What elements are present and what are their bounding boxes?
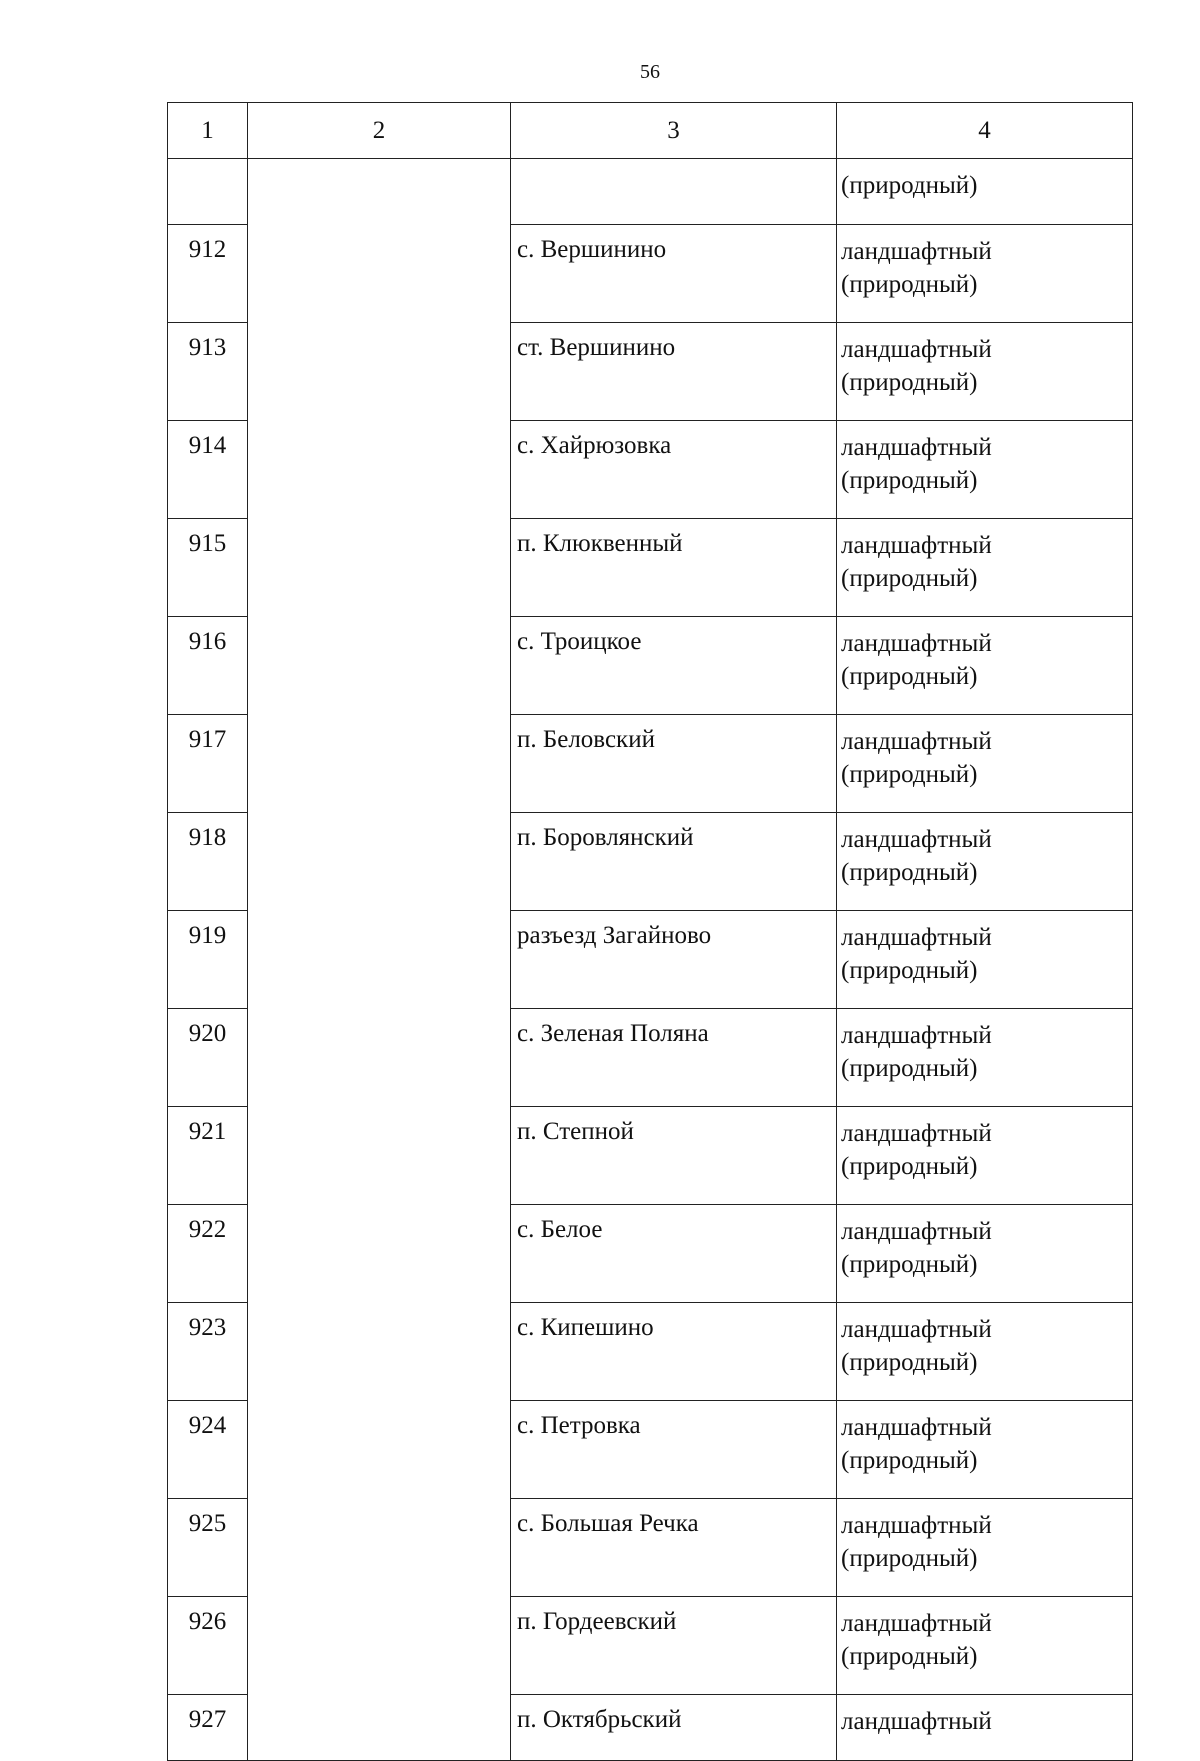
- header-col-2: 2: [248, 103, 511, 159]
- type-line-1: ландшафтный: [841, 1610, 992, 1637]
- registry-table: [167, 102, 1133, 1761]
- type-line-2: (природный): [841, 565, 978, 592]
- row-number-cell: 916: [168, 617, 248, 715]
- type-cell: [837, 159, 1133, 225]
- header-col-4: 4: [837, 103, 1133, 159]
- type-cell: [837, 1205, 1133, 1303]
- row-number-cell: 912: [168, 225, 248, 323]
- type-cell: [837, 421, 1133, 519]
- settlement-cell: п. Октябрьский: [511, 1695, 837, 1761]
- type-cell: [837, 1303, 1133, 1401]
- type-cell: [837, 911, 1133, 1009]
- type-line-1: ландшафтный: [841, 1218, 992, 1245]
- type-cell: [837, 519, 1133, 617]
- type-cell: [837, 1597, 1133, 1695]
- type-line-2: (природный): [841, 1545, 978, 1572]
- type-cell: [837, 1009, 1133, 1107]
- type-cell: [837, 323, 1133, 421]
- type-line-1: ландшафтный: [841, 1512, 992, 1539]
- type-cell: [837, 1499, 1133, 1597]
- region-cell-merged: [248, 159, 511, 1761]
- row-number-cell: 925: [168, 1499, 248, 1597]
- type-line-2: (природный): [841, 1153, 978, 1180]
- type-line-2: (природный): [841, 1251, 978, 1278]
- header-col-1: 1: [168, 103, 248, 159]
- type-line-1: ландшафтный: [841, 1120, 992, 1147]
- table-header-row: [168, 103, 1133, 159]
- row-number-cell: [168, 159, 248, 225]
- type-line-2: (природный): [841, 369, 978, 396]
- settlement-cell: с. Зеленая Поляна: [511, 1009, 837, 1107]
- settlement-cell: с. Белое: [511, 1205, 837, 1303]
- row-number-cell: 913: [168, 323, 248, 421]
- registry-table-container: [167, 102, 1133, 1761]
- type-line-1: ландшафтный: [841, 1316, 992, 1343]
- row-number-cell: 924: [168, 1401, 248, 1499]
- settlement-cell: с. Кипешино: [511, 1303, 837, 1401]
- type-cell: [837, 1695, 1133, 1761]
- settlement-cell: ст. Вершинино: [511, 323, 837, 421]
- row-number-cell: 920: [168, 1009, 248, 1107]
- type-line-1: ландшафтный: [841, 1022, 992, 1049]
- type-cell: [837, 813, 1133, 911]
- type-line-2: (природный): [841, 859, 978, 886]
- settlement-cell: с. Петровка: [511, 1401, 837, 1499]
- row-number-cell: 922: [168, 1205, 248, 1303]
- row-number-cell: 921: [168, 1107, 248, 1205]
- type-line-1: ландшафтный: [841, 238, 992, 265]
- type-cell: [837, 1107, 1133, 1205]
- type-line-1: ландшафтный: [841, 1708, 992, 1735]
- type-line-2: (природный): [841, 1447, 978, 1474]
- row-number-cell: 927: [168, 1695, 248, 1761]
- settlement-cell: с. Хайрюзовка: [511, 421, 837, 519]
- type-cell: [837, 617, 1133, 715]
- type-line-2: (природный): [841, 467, 978, 494]
- settlement-cell: [511, 159, 837, 225]
- row-number-cell: 926: [168, 1597, 248, 1695]
- type-line-2: (природный): [841, 1643, 978, 1670]
- type-line-1: ландшафтный: [841, 630, 992, 657]
- type-line-1: ландшафтный: [841, 434, 992, 461]
- type-line-1: ландшафтный: [841, 924, 992, 951]
- settlement-cell: п. Степной: [511, 1107, 837, 1205]
- type-line-1: ландшафтный: [841, 728, 992, 755]
- type-line-2: (природный): [841, 1055, 978, 1082]
- row-number-cell: 915: [168, 519, 248, 617]
- header-col-3: 3: [511, 103, 837, 159]
- settlement-cell: п. Гордеевский: [511, 1597, 837, 1695]
- type-line-1: ландшафтный: [841, 532, 992, 559]
- type-cell: [837, 715, 1133, 813]
- type-line-1: ландшафтный: [841, 1414, 992, 1441]
- row-number-cell: 919: [168, 911, 248, 1009]
- type-line-2: (природный): [841, 663, 978, 690]
- settlement-cell: п. Клюквенный: [511, 519, 837, 617]
- type-line-2: (природный): [841, 271, 978, 298]
- settlement-cell: разъезд Загайново: [511, 911, 837, 1009]
- table-row-continuation: [168, 159, 1133, 225]
- row-number-cell: 914: [168, 421, 248, 519]
- settlement-cell: п. Боровлянский: [511, 813, 837, 911]
- row-number-cell: 923: [168, 1303, 248, 1401]
- type-line-2: (природный): [841, 957, 978, 984]
- settlement-cell: с. Большая Речка: [511, 1499, 837, 1597]
- type-cell: [837, 225, 1133, 323]
- settlement-cell: с. Вершинино: [511, 225, 837, 323]
- row-number-cell: 917: [168, 715, 248, 813]
- type-cell: [837, 1401, 1133, 1499]
- page-number: 56: [640, 61, 660, 83]
- type-line-2: (природный): [841, 761, 978, 788]
- settlement-cell: п. Беловский: [511, 715, 837, 813]
- row-number-cell: 918: [168, 813, 248, 911]
- type-line-1: ландшафтный: [841, 336, 992, 363]
- type-line-2: (природный): [841, 1349, 978, 1376]
- type-line-2: (природный): [841, 172, 978, 199]
- type-line-1: ландшафтный: [841, 826, 992, 853]
- settlement-cell: с. Троицкое: [511, 617, 837, 715]
